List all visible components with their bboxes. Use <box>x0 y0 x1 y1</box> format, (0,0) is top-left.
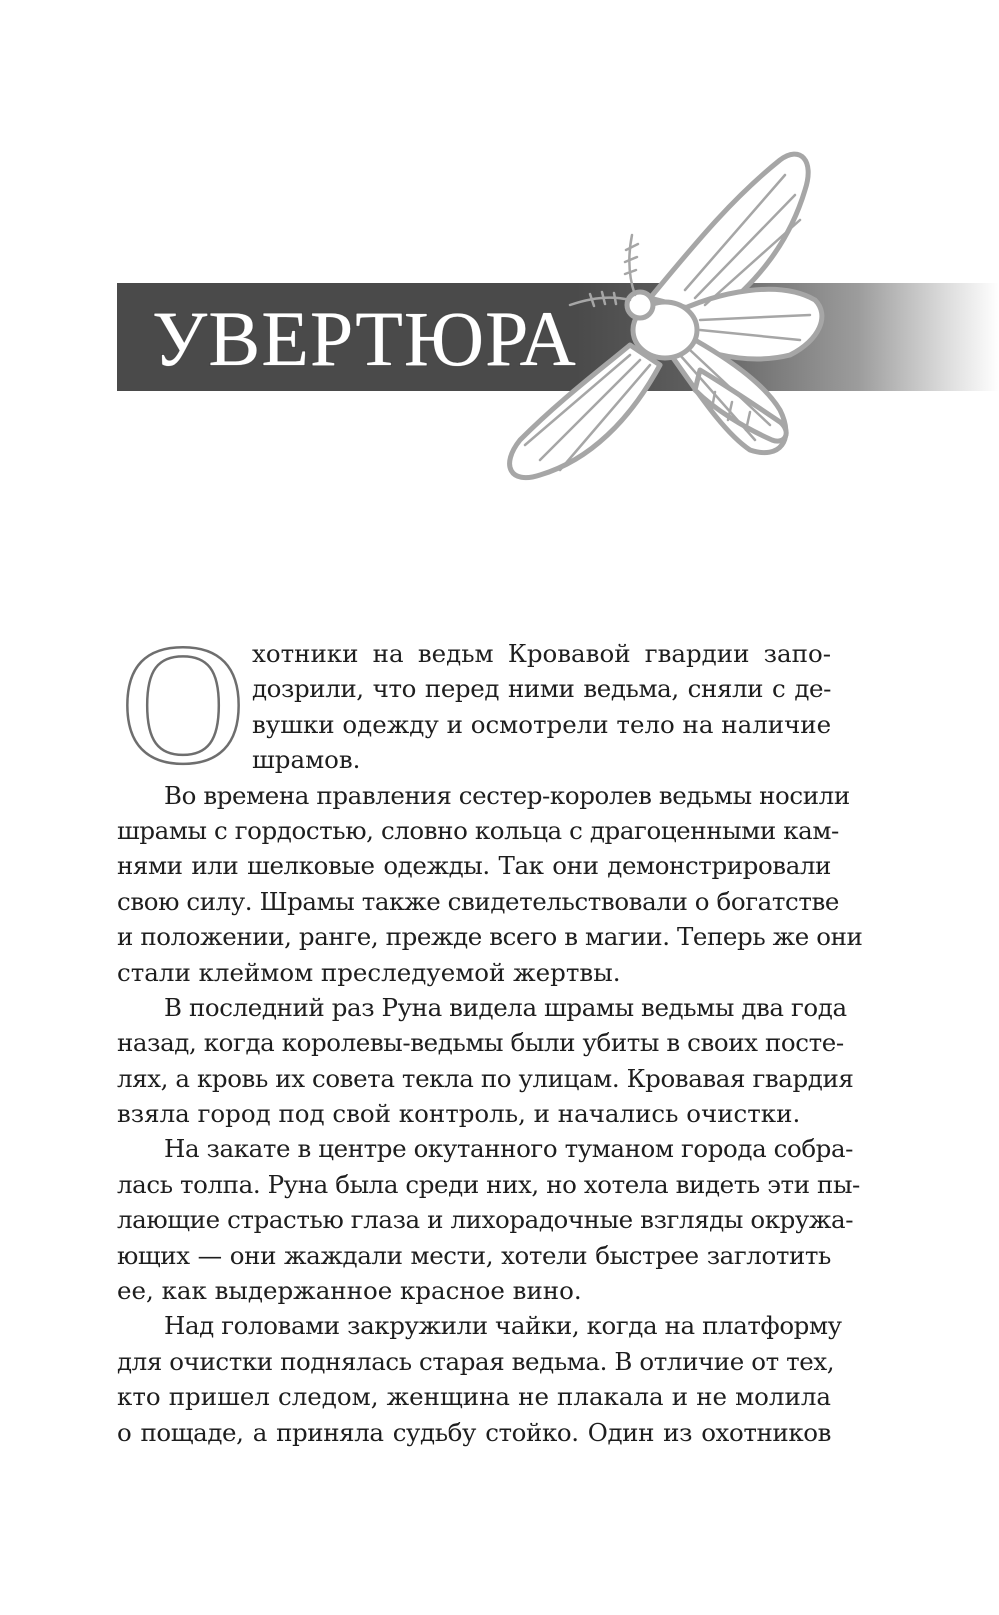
text-line: назад, когда королевы-ведьмы были убиты в своих посте- <box>117 1028 844 1058</box>
text-line: о пощаде, а приняла судьбу стойко. Один из охотников <box>117 1417 831 1447</box>
text-line: ющих — они жаждали мести, хотели быстрее заглотить <box>117 1240 831 1270</box>
text-line: Во времена правления сестер-королев ведьмы носили <box>164 780 850 810</box>
paragraph <box>117 1308 842 1450</box>
text-line: нями или шелковые одежды. Так они демонстрировали <box>117 851 831 881</box>
paragraph <box>117 1131 860 1308</box>
text-line: и положении, ранге, прежде всего в магии. Теперь же они <box>117 922 863 952</box>
body-text <box>117 610 863 1450</box>
text-line: вушки одежду и осмотрели тело на наличие <box>252 709 832 739</box>
text-line: лающие страстью глаза и лихорадочные взгляды окружа- <box>117 1205 854 1235</box>
chapter-title: УВЕРТЮРА <box>152 295 577 382</box>
paragraph <box>117 778 863 990</box>
text-line: дозрили, что перед ними ведьма, сняли с де- <box>252 674 831 704</box>
text-line: стали клеймом преследуемой жертвы. <box>117 957 621 987</box>
drop-cap: О <box>121 610 245 798</box>
text-line: хотники на ведьм Кровавой гвардии запо- <box>252 639 831 668</box>
text-line: Над головами закружили чайки, когда на платформу <box>164 1311 842 1341</box>
paragraph <box>117 990 854 1132</box>
moth-head <box>627 292 653 318</box>
text-line: лась толпа. Руна была среди них, но хотела видеть эти пы- <box>117 1169 860 1199</box>
text-line: В последний раз Руна видела шрамы ведьмы два года <box>164 992 847 1022</box>
text-line: лях, а кровь их совета текла по улицам. Кровавая гвардия <box>117 1063 854 1093</box>
text-line: На закате в центре окутанного туманом города собра- <box>164 1134 854 1164</box>
text-line: свою силу. Шрамы также свидетельствовали о богатстве <box>117 886 839 916</box>
text-line: взяла город под свой контроль, и начались очистки. <box>117 1099 801 1129</box>
text-line: ее, как выдержанное красное вино. <box>117 1276 582 1306</box>
text-line: шрамы с гордостью, словно кольца с драгоценными кам- <box>117 815 839 845</box>
text-line: кто пришел следом, женщина не плакала и не молила <box>117 1382 831 1412</box>
text-line: для очистки поднялась старая ведьма. В отличие от тех, <box>117 1346 835 1376</box>
text-line: шрамов. <box>252 745 361 775</box>
